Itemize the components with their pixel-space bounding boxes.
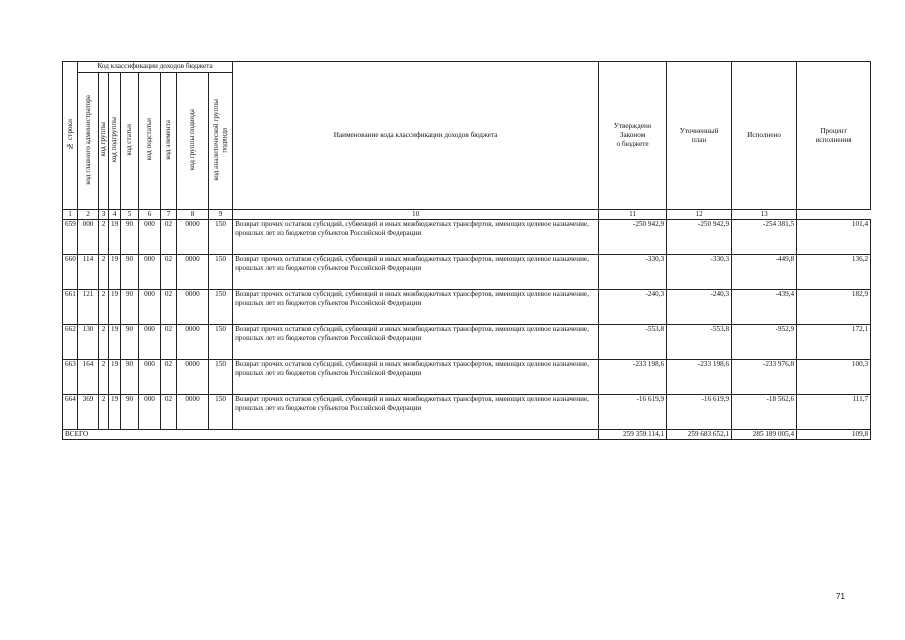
cell-percent-value: 136,2 [797,255,871,290]
cell-element-code: 02 [161,395,177,430]
cell-analytic-group-code: 150 [209,395,233,430]
cell-article-code: 90 [121,325,139,360]
cell-percent-value: 101,4 [797,220,871,255]
cell-row-number: 664 [63,395,78,430]
header-admin-code: код главного администратора [78,73,99,210]
total-approved: 259 359 114,1 [599,430,667,440]
cell-revenue-name: Возврат прочих остатков субсидий, субвенций и иных межбюджетных трансфертов, имеющих целевое назначение, прошлых лет из бюджетов субъектов Российской Федерации [233,290,599,325]
cell-approved-value: -330,3 [599,255,667,290]
header-row-number: № строки [63,62,78,210]
header-approved: Утверждено Законом о бюджете [599,62,667,210]
cell-analytic-group-code: 150 [209,255,233,290]
table-row [63,395,871,430]
cell-subgroup-code: 19 [109,290,121,325]
column-number: 10 [233,210,599,220]
cell-group-code: 2 [99,325,109,360]
cell-executed-value: -439,4 [732,290,797,325]
cell-executed-value: -254 381,5 [732,220,797,255]
header-article-code: код статьи [121,73,139,210]
cell-approved-value: -16 619,9 [599,395,667,430]
cell-refined-value: -553,8 [667,325,732,360]
cell-admin-code: 369 [78,395,99,430]
total-label: ВСЕГО [63,430,599,440]
cell-subgroup-code: 19 [109,255,121,290]
cell-article-code: 90 [121,360,139,395]
cell-percent-value: 182,9 [797,290,871,325]
cell-subtype-group-code: 0000 [177,220,209,255]
cell-revenue-name: Возврат прочих остатков субсидий, субвенций и иных межбюджетных трансфертов, имеющих целевое назначение, прошлых лет из бюджетов субъектов Российской Федерации [233,395,599,430]
header-subarticle-code: код подстатьи [139,73,161,210]
header-name: Наименование кода классификации доходов бюджета [233,62,599,210]
cell-row-number: 659 [63,220,78,255]
cell-subtype-group-code: 0000 [177,255,209,290]
cell-subgroup-code: 19 [109,360,121,395]
total-refined: 259 683 652,1 [667,430,732,440]
cell-subgroup-code: 19 [109,325,121,360]
cell-approved-value: -553,8 [599,325,667,360]
cell-executed-value: -449,8 [732,255,797,290]
cell-percent-value: 111,7 [797,395,871,430]
cell-revenue-name: Возврат прочих остатков субсидий, субвенций и иных межбюджетных трансфертов, имеющих целевое назначение, прошлых лет из бюджетов субъектов Российской Федерации [233,220,599,255]
cell-element-code: 02 [161,220,177,255]
column-number: 9 [209,210,233,220]
cell-group-code: 2 [99,255,109,290]
cell-executed-value: -233 976,8 [732,360,797,395]
cell-element-code: 02 [161,325,177,360]
cell-subgroup-code: 19 [109,220,121,255]
header-element-code: код элемента [161,73,177,210]
cell-revenue-name: Возврат прочих остатков субсидий, субвенций и иных межбюджетных трансфертов, имеющих целевое назначение, прошлых лет из бюджетов субъектов Российской Федерации [233,255,599,290]
cell-revenue-name: Возврат прочих остатков субсидий, субвенций и иных межбюджетных трансфертов, имеющих целевое назначение, прошлых лет из бюджетов субъектов Российской Федерации [233,360,599,395]
column-number: 11 [599,210,667,220]
cell-group-code: 2 [99,290,109,325]
cell-percent-value: 100,3 [797,360,871,395]
column-number-row [63,210,871,220]
table-row [63,360,871,395]
cell-executed-value: -18 562,6 [732,395,797,430]
cell-refined-value: -330,3 [667,255,732,290]
cell-subarticle-code: 000 [139,255,161,290]
cell-analytic-group-code: 150 [209,290,233,325]
column-number: 5 [121,210,139,220]
cell-subarticle-code: 000 [139,290,161,325]
cell-group-code: 2 [99,395,109,430]
cell-row-number: 661 [63,290,78,325]
cell-admin-code: 130 [78,325,99,360]
header-subgroup-code: код подгруппы [109,73,121,210]
cell-subtype-group-code: 0000 [177,395,209,430]
table-header [63,62,871,220]
header-group-code: код группы [99,73,109,210]
cell-subarticle-code: 000 [139,220,161,255]
header-percent: Процент исполнения [797,62,871,210]
column-number: 7 [161,210,177,220]
cell-row-number: 662 [63,325,78,360]
cell-article-code: 90 [121,255,139,290]
cell-article-code: 90 [121,290,139,325]
header-analytic-group-code: код аналитической группы подвида [209,73,233,210]
total-row [63,430,871,440]
cell-refined-value: -240,3 [667,290,732,325]
column-number: 2 [78,210,99,220]
cell-admin-code: 164 [78,360,99,395]
cell-admin-code: 000 [78,220,99,255]
cell-analytic-group-code: 150 [209,220,233,255]
column-number: 6 [139,210,161,220]
total-percent: 109,8 [797,430,871,440]
cell-article-code: 90 [121,220,139,255]
cell-percent-value: 172,1 [797,325,871,360]
cell-subarticle-code: 000 [139,395,161,430]
column-number: 13 [732,210,797,220]
table-row [63,220,871,255]
table-body [63,220,871,440]
cell-refined-value: -16 619,9 [667,395,732,430]
cell-admin-code: 114 [78,255,99,290]
column-number: 1 [63,210,78,220]
cell-row-number: 660 [63,255,78,290]
column-number: 4 [109,210,121,220]
cell-subtype-group-code: 0000 [177,290,209,325]
table-row [63,255,871,290]
column-number: 8 [177,210,209,220]
cell-subarticle-code: 000 [139,360,161,395]
cell-element-code: 02 [161,255,177,290]
cell-executed-value: -952,9 [732,325,797,360]
cell-subgroup-code: 19 [109,395,121,430]
header-refined-plan: Уточненный план [667,62,732,210]
header-classification-group: Код классификации доходов бюджета [78,62,233,73]
cell-row-number: 663 [63,360,78,395]
total-executed: 285 189 005,4 [732,430,797,440]
cell-analytic-group-code: 150 [209,325,233,360]
cell-article-code: 90 [121,395,139,430]
table-row [63,290,871,325]
cell-refined-value: -250 942,9 [667,220,732,255]
cell-revenue-name: Возврат прочих остатков субсидий, субвенций и иных межбюджетных трансфертов, имеющих целевое назначение, прошлых лет из бюджетов субъектов Российской Федерации [233,325,599,360]
budget-revenue-table [62,61,871,440]
cell-refined-value: -233 198,6 [667,360,732,395]
cell-analytic-group-code: 150 [209,360,233,395]
cell-group-code: 2 [99,220,109,255]
cell-approved-value: -250 942,9 [599,220,667,255]
header-subtype-group-code: код группы подвида [177,73,209,210]
cell-subtype-group-code: 0000 [177,360,209,395]
cell-element-code: 02 [161,360,177,395]
column-number: 12 [667,210,732,220]
column-number: 3 [99,210,109,220]
table-row [63,325,871,360]
cell-approved-value: -240,3 [599,290,667,325]
cell-element-code: 02 [161,290,177,325]
page-number: 71 [836,592,845,601]
cell-group-code: 2 [99,360,109,395]
cell-admin-code: 121 [78,290,99,325]
cell-subarticle-code: 000 [139,325,161,360]
cell-subtype-group-code: 0000 [177,325,209,360]
header-executed: Исполнено [732,62,797,210]
cell-approved-value: -233 198,6 [599,360,667,395]
